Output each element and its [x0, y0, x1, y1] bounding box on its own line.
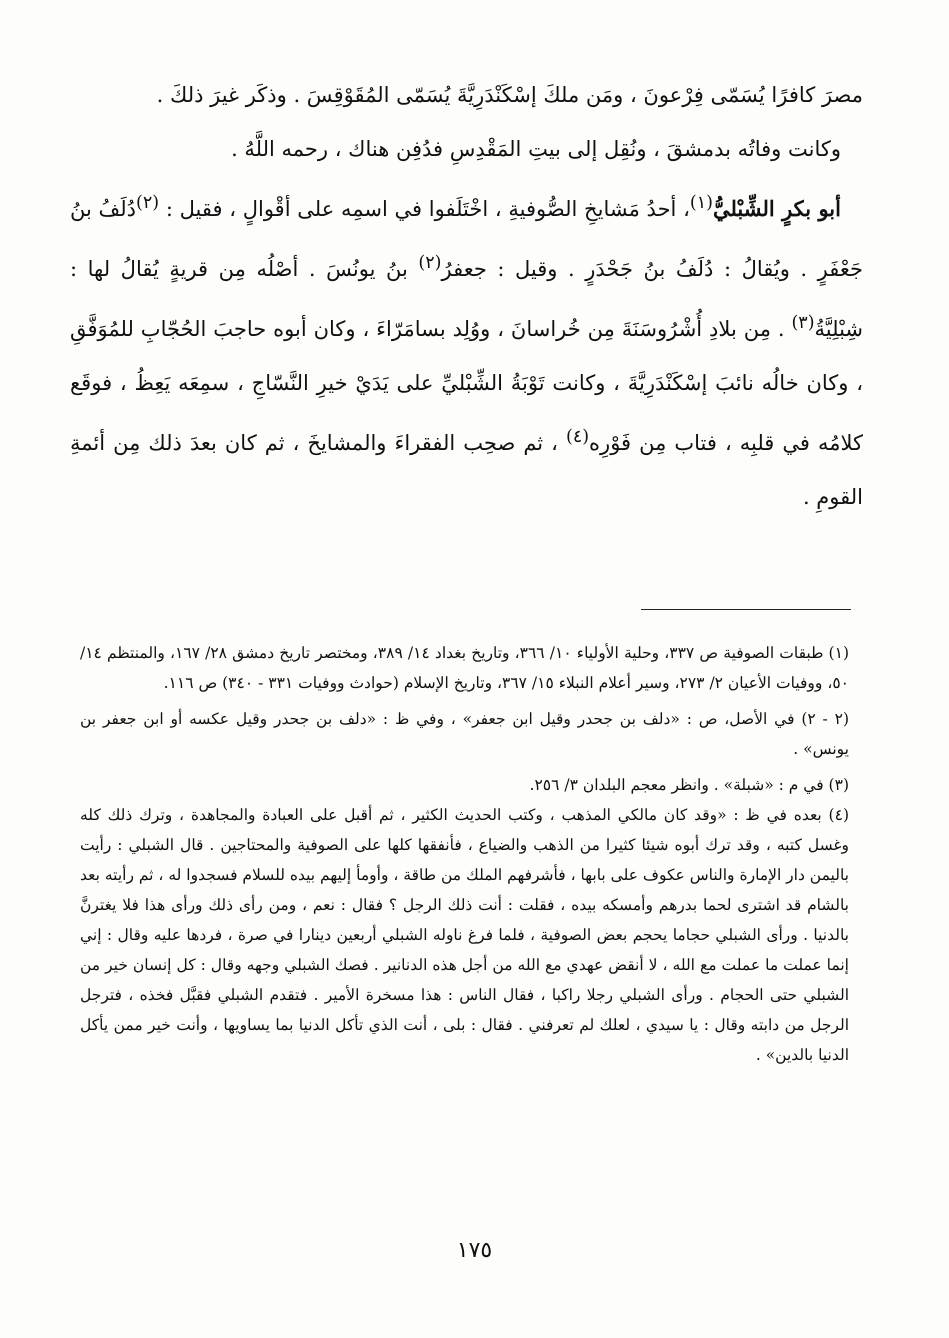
bio-heading-name: أبو بكرٍ الشِّبْليُّ [712, 196, 841, 221]
paragraph-egypt: مصرَ كافرًا يُسَمّى فِرْعونَ ، ومَن ملكَ إسْكَنْدَرِيَّةَ يُسَمّى المُقَوْقِسَ . وذكَر غيرَ ذلكَ . [156, 83, 863, 107]
page-number: ١٧٥ [456, 1238, 493, 1263]
footnote-1: (١) طبقات الصوفية ص ٣٣٧، وحلية الأولياء ١٠/ ٣٦٦، وتاريخ بغداد ١٤/ ٣٨٩، ومختصر تاريخ دمشق ٢٨/ ١٦٧، والمنتظم ١٤/ ٥٠، ووفيات الأعيان ٢/ ٢٧٣، وسير أعلام النبلاء ١٥/ ٣٦٧، وتاريخ الإسلام (حوادث ووفيات ٣٣١ - ٣٤٠) ص ١١٦. [80, 644, 849, 692]
bio-text-part3: بنُ يونُسَ . أصْلُه مِن قريةٍ يُقالُ لها : شِبْلِيَّةُ [70, 257, 863, 341]
footnote-ref-3: (٣) [791, 313, 815, 333]
bio-text-part4: . مِن بلادِ أُشْرُوسَنَةَ مِن خُراسانَ ، ووُلِد بسامَرّاءَ ، وكان أبوه حاجبَ الحُجّابِ للمُوَفَّقِ ، وكان خالُه نائبَ إسْكَنْدَرِيَّةَ ، وكانت تَوْبَةُ الشِّبْليِّ على يَدَيْ خيرِ النَّسّاجِ ، سمِعَه يَعِظُ ، فوقَع كلامُه في قلبِه ، فتاب مِن فَوْرِه [70, 317, 863, 455]
footnote-ref-2: (٢) [136, 193, 160, 213]
footnote-separator [641, 609, 851, 610]
footnote-ref-1: (١) [689, 193, 713, 213]
footnote-ref-2-end: (٢) [418, 253, 442, 273]
paragraph-death: وكانت وفاتُه بدمشقَ ، ونُقِل إلى بيتِ المَقْدِسِ فدُفِن هناك ، رحمه اللَّهُ . [231, 137, 841, 161]
paragraph-shibli-bio [70, 176, 863, 524]
bio-text-part2: دُلَفُ بنُ جَعْفَرٍ . ويُقالُ : دُلَفُ بنُ جَحْدَرٍ . وقيل : جعفرُ [70, 197, 863, 281]
footnote-ref-4: (٤) [565, 427, 590, 447]
footnotes [80, 638, 849, 1070]
main-text [70, 68, 863, 524]
footnote-4: (٤) بعده في ظ : «وقد كان مالكي المذهب ، وكتب الحديث الكثير ، ثم أقبل على العبادة والمجاهدة ، وترك ذلك كله وغسل كتبه ، وقد ترك أبوه شيئا كثيرا من الذهب والضياع ، فأنفقها كلها على الصوفية والمحتاجين . قال الشبلي : رأيت باليمن دار الإمارة والناس عكوف على بابها ، فأشرفهم الملك من طاقة ، وأومأ إليهم بيده للسلام فسجدوا له ، ثم رأيته بعد بالشام قد اشترى لحما بدرهم وأمسكه بيده ، فقلت : أنت ذلك الرجل ؟ فقال : نعم ، ومن رأى ذلك ورأى هذا فلا يغترنَّ بالدنيا . ورأى الشبلي حجاما يحجم بعض الصوفية ، فلما فرغ ناوله الشبلي أربعين دينارا في صرة ، فردها عليه وقال : إني إنما عملت ما عملت مع الله ، لا أنقض عهدي مع الله من أجل هذه الدنانير . فصك الشبلي وجهه وقال : كل إنسان خير من الشبلي حتى الحجام . ورأى الشبلي رجلا راكبا ، فقال الناس : هذا مسخرة الأمير . فتقدم الشبلي فقبَّل فخذه ، فترجل الرجل من دابته وقال : يا سيدي ، لعلك لم تعرفني . فقال : بلى ، أنت الذي تأكل الدنيا بما يساويها ، وأنت خير ممن يأكل الدنيا بالدين» . [79, 806, 849, 1064]
bio-text-part1: ، أحدُ مَشايخِ الصُّوفيةِ ، اخْتَلَفوا في اسمِه على أقْوالٍ ، فقيل : [159, 197, 690, 221]
bio-text-part5: ، ثم صحِب الفقراءَ والمشايخَ ، ثم كان بعدَ ذلك مِن أئمةِ القومِ . [70, 431, 863, 509]
footnote-2: (٢ - ٢) في الأصل، ص : «دلف بن جحدر وقيل ابن جعفر» ، وفي ظ : «دلف بن جحدر وقيل عكسه أو ابن جعفر بن يونس» . [80, 710, 849, 758]
footnote-3: (٣) في م : «شبلة» . وانظر معجم البلدان ٣/ ٢٥٦. [529, 776, 849, 794]
